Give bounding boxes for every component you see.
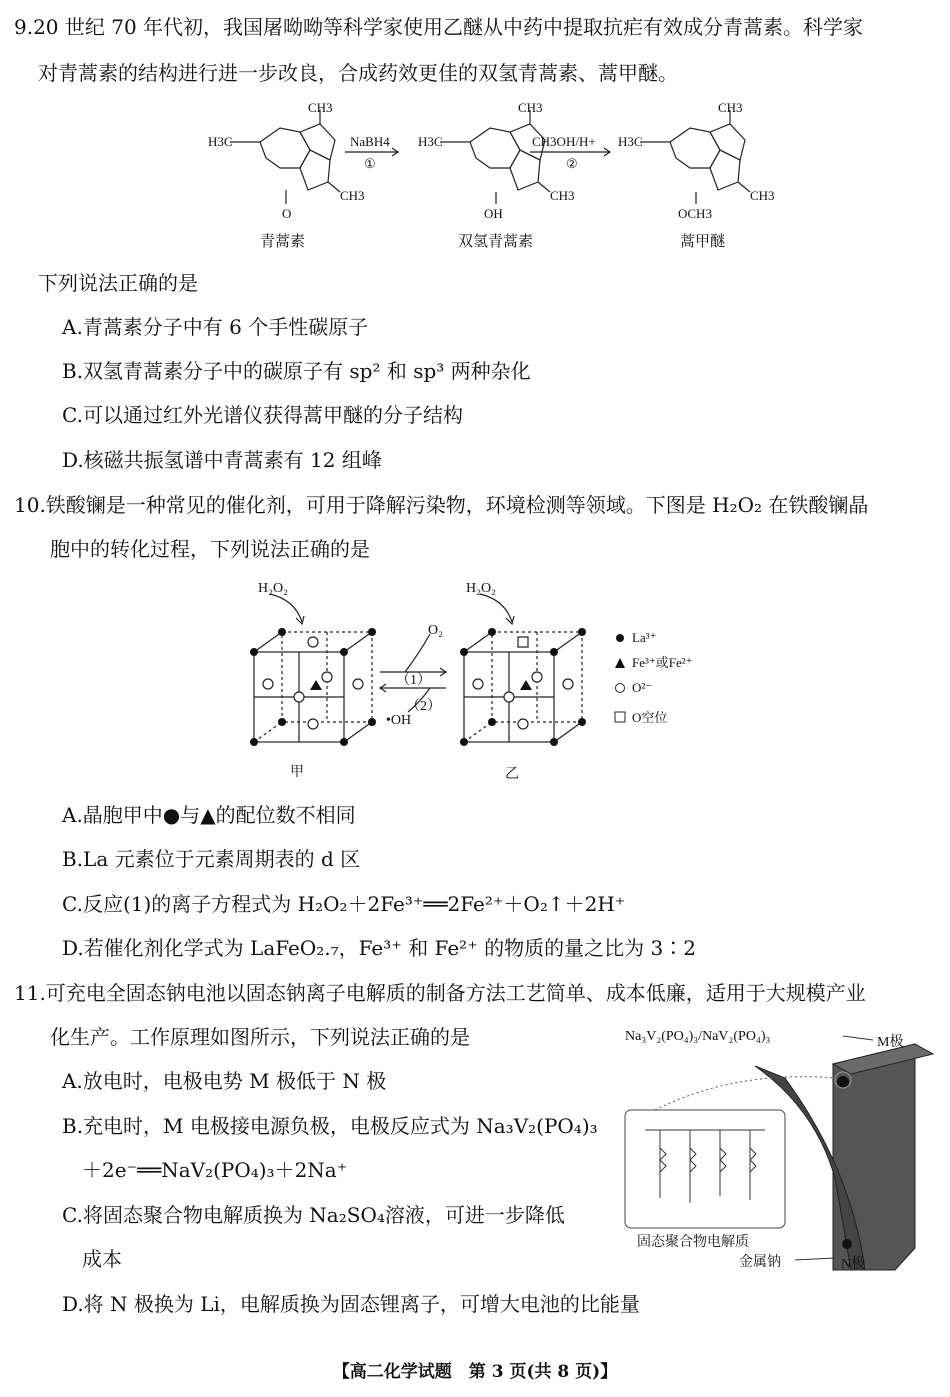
q11-option-d: D.将 N 极换为 Li，电解质换为固态锂离子，可增大电池的比能量 xyxy=(62,1292,640,1316)
mol2-oh: OH xyxy=(484,206,503,221)
label-yi: 乙 xyxy=(505,767,519,782)
lafeo3-crystal-figure xyxy=(240,572,720,787)
q9-option-d: D.核磁共振氢谱中青蒿素有 12 组峰 xyxy=(62,448,382,472)
n-label: N极 xyxy=(841,1257,866,1272)
q11-option-b1: B.充电时，M 电极接电源负极，电极反应式为 Na₃V₂(PO₄)₃ xyxy=(62,1114,598,1138)
legend-vacancy-icon xyxy=(615,712,625,722)
m-marker xyxy=(837,1076,849,1088)
h2o2-label-jia: H₂O₂ xyxy=(258,581,288,596)
o2-label: O₂ xyxy=(428,623,443,638)
q9-option-a: A.青蒿素分子中有 6 个手性碳原子 xyxy=(62,315,369,339)
mol1-ch3-top: CH3 xyxy=(308,100,333,115)
mol1-ring-a xyxy=(260,128,310,168)
mol1-ring-c xyxy=(300,150,330,190)
artemisinin-reaction-scheme xyxy=(200,100,800,260)
q9-option-b: B.双氢青蒿素分子中的碳原子有 sp² 和 sp³ 两种杂化 xyxy=(62,359,531,383)
q9-stem-line1: 9.20 世纪 70 年代初，我国屠呦呦等科学家使用乙醚从中药中提取抗疟有效成分青蒿素。科学家 xyxy=(14,15,864,39)
reagent-2: CH3OH/H+ xyxy=(532,134,596,149)
name-dihydroartemisinin: 双氢青蒿素 xyxy=(458,232,534,250)
q9-stem-line2: 对青蒿素的结构进行进一步改良，合成药效更佳的双氢青蒿素、蒿甲醚。 xyxy=(38,61,678,85)
q9-question: 下列说法正确的是 xyxy=(38,271,198,295)
q10-option-a: A.晶胞甲中●与▲的配位数不相同 xyxy=(62,803,356,827)
legend-la-icon xyxy=(616,634,624,642)
mol1-o: O xyxy=(282,206,292,221)
step-2-label: （2） xyxy=(406,699,441,714)
legend-o-icon xyxy=(616,684,625,693)
label-jia: 甲 xyxy=(290,765,304,780)
oh-label: •OH xyxy=(386,713,412,728)
mol3-h3c: H3C xyxy=(618,134,643,149)
step-2: ② xyxy=(566,156,578,171)
q11-option-c1: C.将固态聚合物电解质换为 Na₂SO₄溶液，可进一步降低 xyxy=(62,1203,565,1227)
reagent-1: NaBH4 xyxy=(350,134,390,149)
legend-fe: Fe³⁺或Fe²⁺ xyxy=(632,655,693,670)
legend-o: O²⁻ xyxy=(632,680,653,695)
mol1-ch3-side: CH3 xyxy=(340,188,365,203)
page-footer: 【高二化学试题 第 3 页(共 8 页)】 xyxy=(332,1362,618,1382)
legend-fe-icon xyxy=(615,658,625,668)
step-1: ① xyxy=(364,156,376,171)
q11-option-a: A.放电时，电极电势 M 极低于 N 极 xyxy=(62,1069,387,1093)
mol2-ch3-top: CH3 xyxy=(518,100,543,115)
q11-stem-line2: 化生产。工作原理如图所示，下列说法正确的是 xyxy=(50,1025,470,1049)
electrolyte-label: 固态聚合物电解质 xyxy=(637,1235,749,1250)
mol3-och3: OCH3 xyxy=(678,206,712,221)
mol1-ring-b xyxy=(300,124,335,160)
step-1-label: （1） xyxy=(396,673,431,688)
q11-stem-line1: 11.可充电全固态钠电池以固态钠离子电解质的制备方法工艺简单、成本低廉，适用于大规模产业 xyxy=(14,981,866,1005)
sodium-label: 金属钠 xyxy=(739,1255,781,1270)
mol3-ch3-side: CH3 xyxy=(750,188,775,203)
mol2-ch3-side: CH3 xyxy=(550,188,575,203)
sodium-battery-figure xyxy=(615,1018,945,1278)
legend-vacancy: O空位 xyxy=(632,710,668,725)
top-label: Na₃V₂(PO₄)₃/NaV₂(PO₄)₃ xyxy=(625,1029,771,1044)
q9-option-c: C.可以通过红外光谱仪获得蒿甲醚的分子结构 xyxy=(62,403,463,427)
q10-stem-line1: 10.铁酸镧是一种常见的催化剂，可用于降解污染物，环境检测等领域。下图是 H₂O₂ 在铁酸镧晶 xyxy=(14,493,869,517)
q10-option-d: D.若催化剂化学式为 LaFeO₂.₇，Fe³⁺ 和 Fe²⁺ 的物质的量之比为 3∶2 xyxy=(62,936,696,960)
name-artemether: 蒿甲醚 xyxy=(680,232,726,250)
n-marker xyxy=(842,1239,852,1249)
m-label: M极 xyxy=(877,1035,904,1050)
q11-option-c2: 成本 xyxy=(82,1247,122,1271)
q11-option-b2: ＋2e⁻══NaV₂(PO₄)₃＋2Na⁺ xyxy=(82,1158,348,1182)
h2o2-label-yi: H₂O₂ xyxy=(466,581,496,596)
name-artemisinin: 青蒿素 xyxy=(260,232,306,250)
mol3-ch3-top: CH3 xyxy=(718,100,743,115)
q10-option-b: B.La 元素位于元素周期表的 d 区 xyxy=(62,847,361,871)
q10-stem-line2: 胞中的转化过程，下列说法正确的是 xyxy=(50,537,370,561)
mol2-h3c: H3C xyxy=(418,134,443,149)
q10-option-c: C.反应(1)的离子方程式为 H₂O₂＋2Fe³⁺══2Fe²⁺＋O₂↑＋2H⁺ xyxy=(62,892,626,916)
legend-la: La³⁺ xyxy=(632,630,657,645)
mol1-h3c: H3C xyxy=(208,134,233,149)
polymer-inset xyxy=(625,1110,785,1228)
